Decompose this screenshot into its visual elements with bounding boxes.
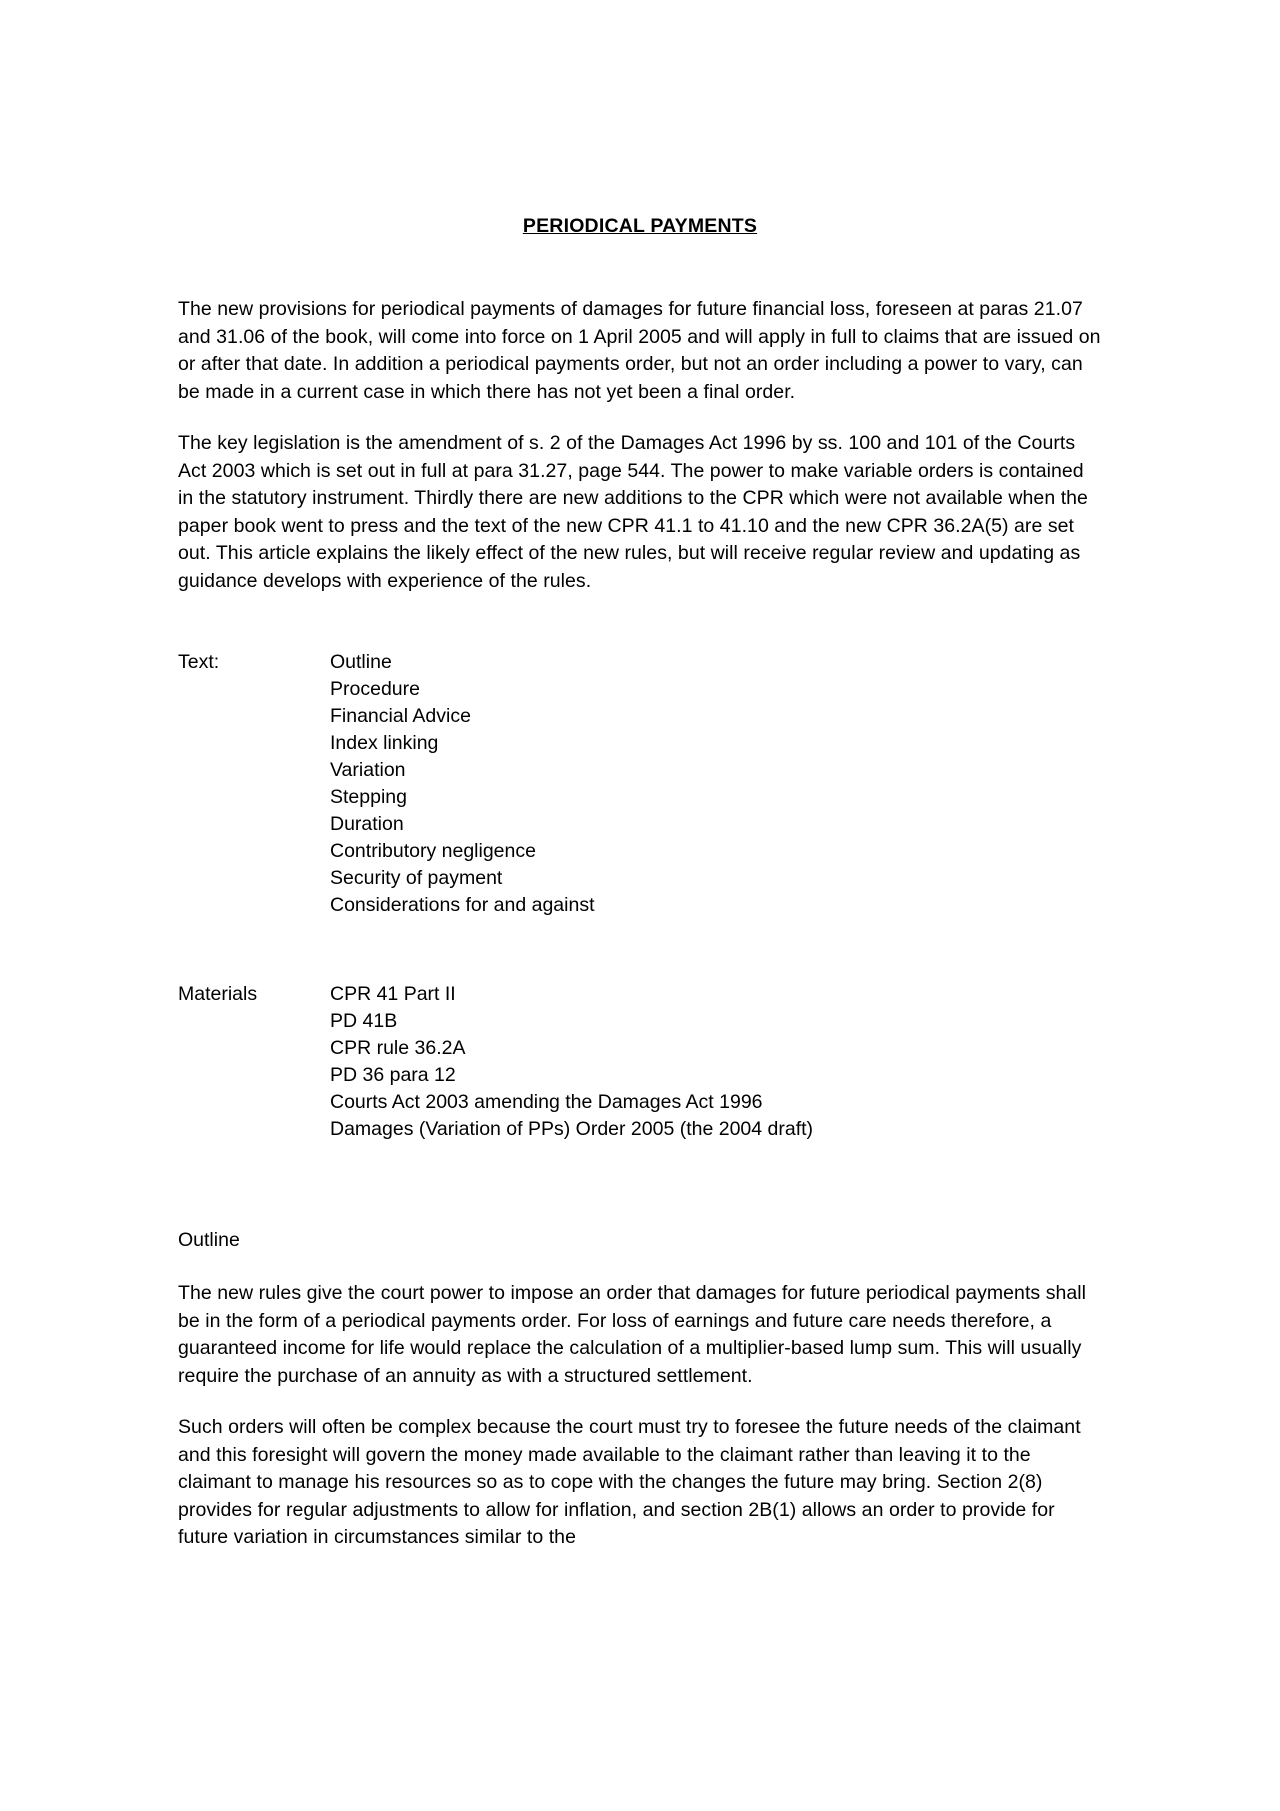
list-item: Courts Act 2003 amending the Damages Act 1996 xyxy=(330,1091,763,1113)
outline-paragraph-1: The new rules give the court power to impose an order that damages for future periodical payments shall be in the form of a periodical payments order. For loss of earnings and future care needs therefore, a guaranteed income for life would replace the calculation of a multiplier-based lump sum. This will usually require the purchase of an annuity as with a structured settlement. xyxy=(178,1282,1087,1387)
text-list-block xyxy=(178,649,1102,919)
list-item: Considerations for and against xyxy=(330,894,595,916)
list-item: Financial Advice xyxy=(330,705,471,727)
spacer xyxy=(178,619,1102,649)
list-item: PD 41B xyxy=(330,1010,398,1032)
outline-paragraph-2: Such orders will often be complex because the court must try to foresee the future needs of the claimant and this foresight will govern the money made available to the claimant rather than leaving it to the claimant to manage his resources so as to cope with the changes the future may bring. Section 2(8) provides for regular adjustments to allow for inflation, and section 2B(1) allows an order to provide for future variation in circumstances similar to the xyxy=(178,1416,1081,1548)
list-item: Procedure xyxy=(330,678,420,700)
text-list-label: Text: xyxy=(178,651,220,673)
list-item: Security of payment xyxy=(330,867,503,889)
list-item: Duration xyxy=(330,813,404,835)
intro-paragraph-1: The new provisions for periodical payments of damages for future financial loss, foreseen at paras 21.07 and 31.06 of the book, will come into force on 1 April 2005 and will apply in full to claims that are issued on or after that date. In addition a periodical payments order, but not an order including a power to vary, can be made in a current case in which there has not yet been a final order. xyxy=(178,298,1101,403)
list-item: CPR rule 36.2A xyxy=(330,1037,466,1059)
page-title: PERIODICAL PAYMENTS xyxy=(522,215,758,237)
list-item: Index linking xyxy=(330,732,439,754)
spacer xyxy=(178,919,1102,981)
document-body xyxy=(178,215,1102,1576)
list-item: Damages (Variation of PPs) Order 2005 (the 2004 draft) xyxy=(330,1118,814,1140)
list-item: PD 36 para 12 xyxy=(330,1064,456,1086)
list-item: CPR 41 Part II xyxy=(330,983,456,1005)
list-item: Outline xyxy=(330,651,392,673)
intro-paragraph-2: The key legislation is the amendment of s. 2 of the Damages Act 1996 by ss. 100 and 101 of the Courts Act 2003 which is set out in full at para 31.27, page 544. The power to make variable orders is contained in the statutory instrument. Thirdly there are new additions to the CPR which were not available when the paper book went to press and the text of the new CPR 41.1 to 41.10 and the new CPR 36.2A(5) are set out. This article explains the likely effect of the new rules, but will receive regular review and updating as guidance develops with experience of the rules. xyxy=(178,432,1088,592)
text-list-items xyxy=(330,649,1102,919)
list-item: Stepping xyxy=(330,786,407,808)
list-item: Contributory negligence xyxy=(330,840,536,862)
materials-list-items xyxy=(330,981,1102,1143)
list-item: Variation xyxy=(330,759,406,781)
section-heading-outline: Outline xyxy=(178,1229,240,1251)
materials-list-block xyxy=(178,981,1102,1143)
spacer xyxy=(178,1143,1102,1227)
materials-list-label: Materials xyxy=(178,983,258,1005)
